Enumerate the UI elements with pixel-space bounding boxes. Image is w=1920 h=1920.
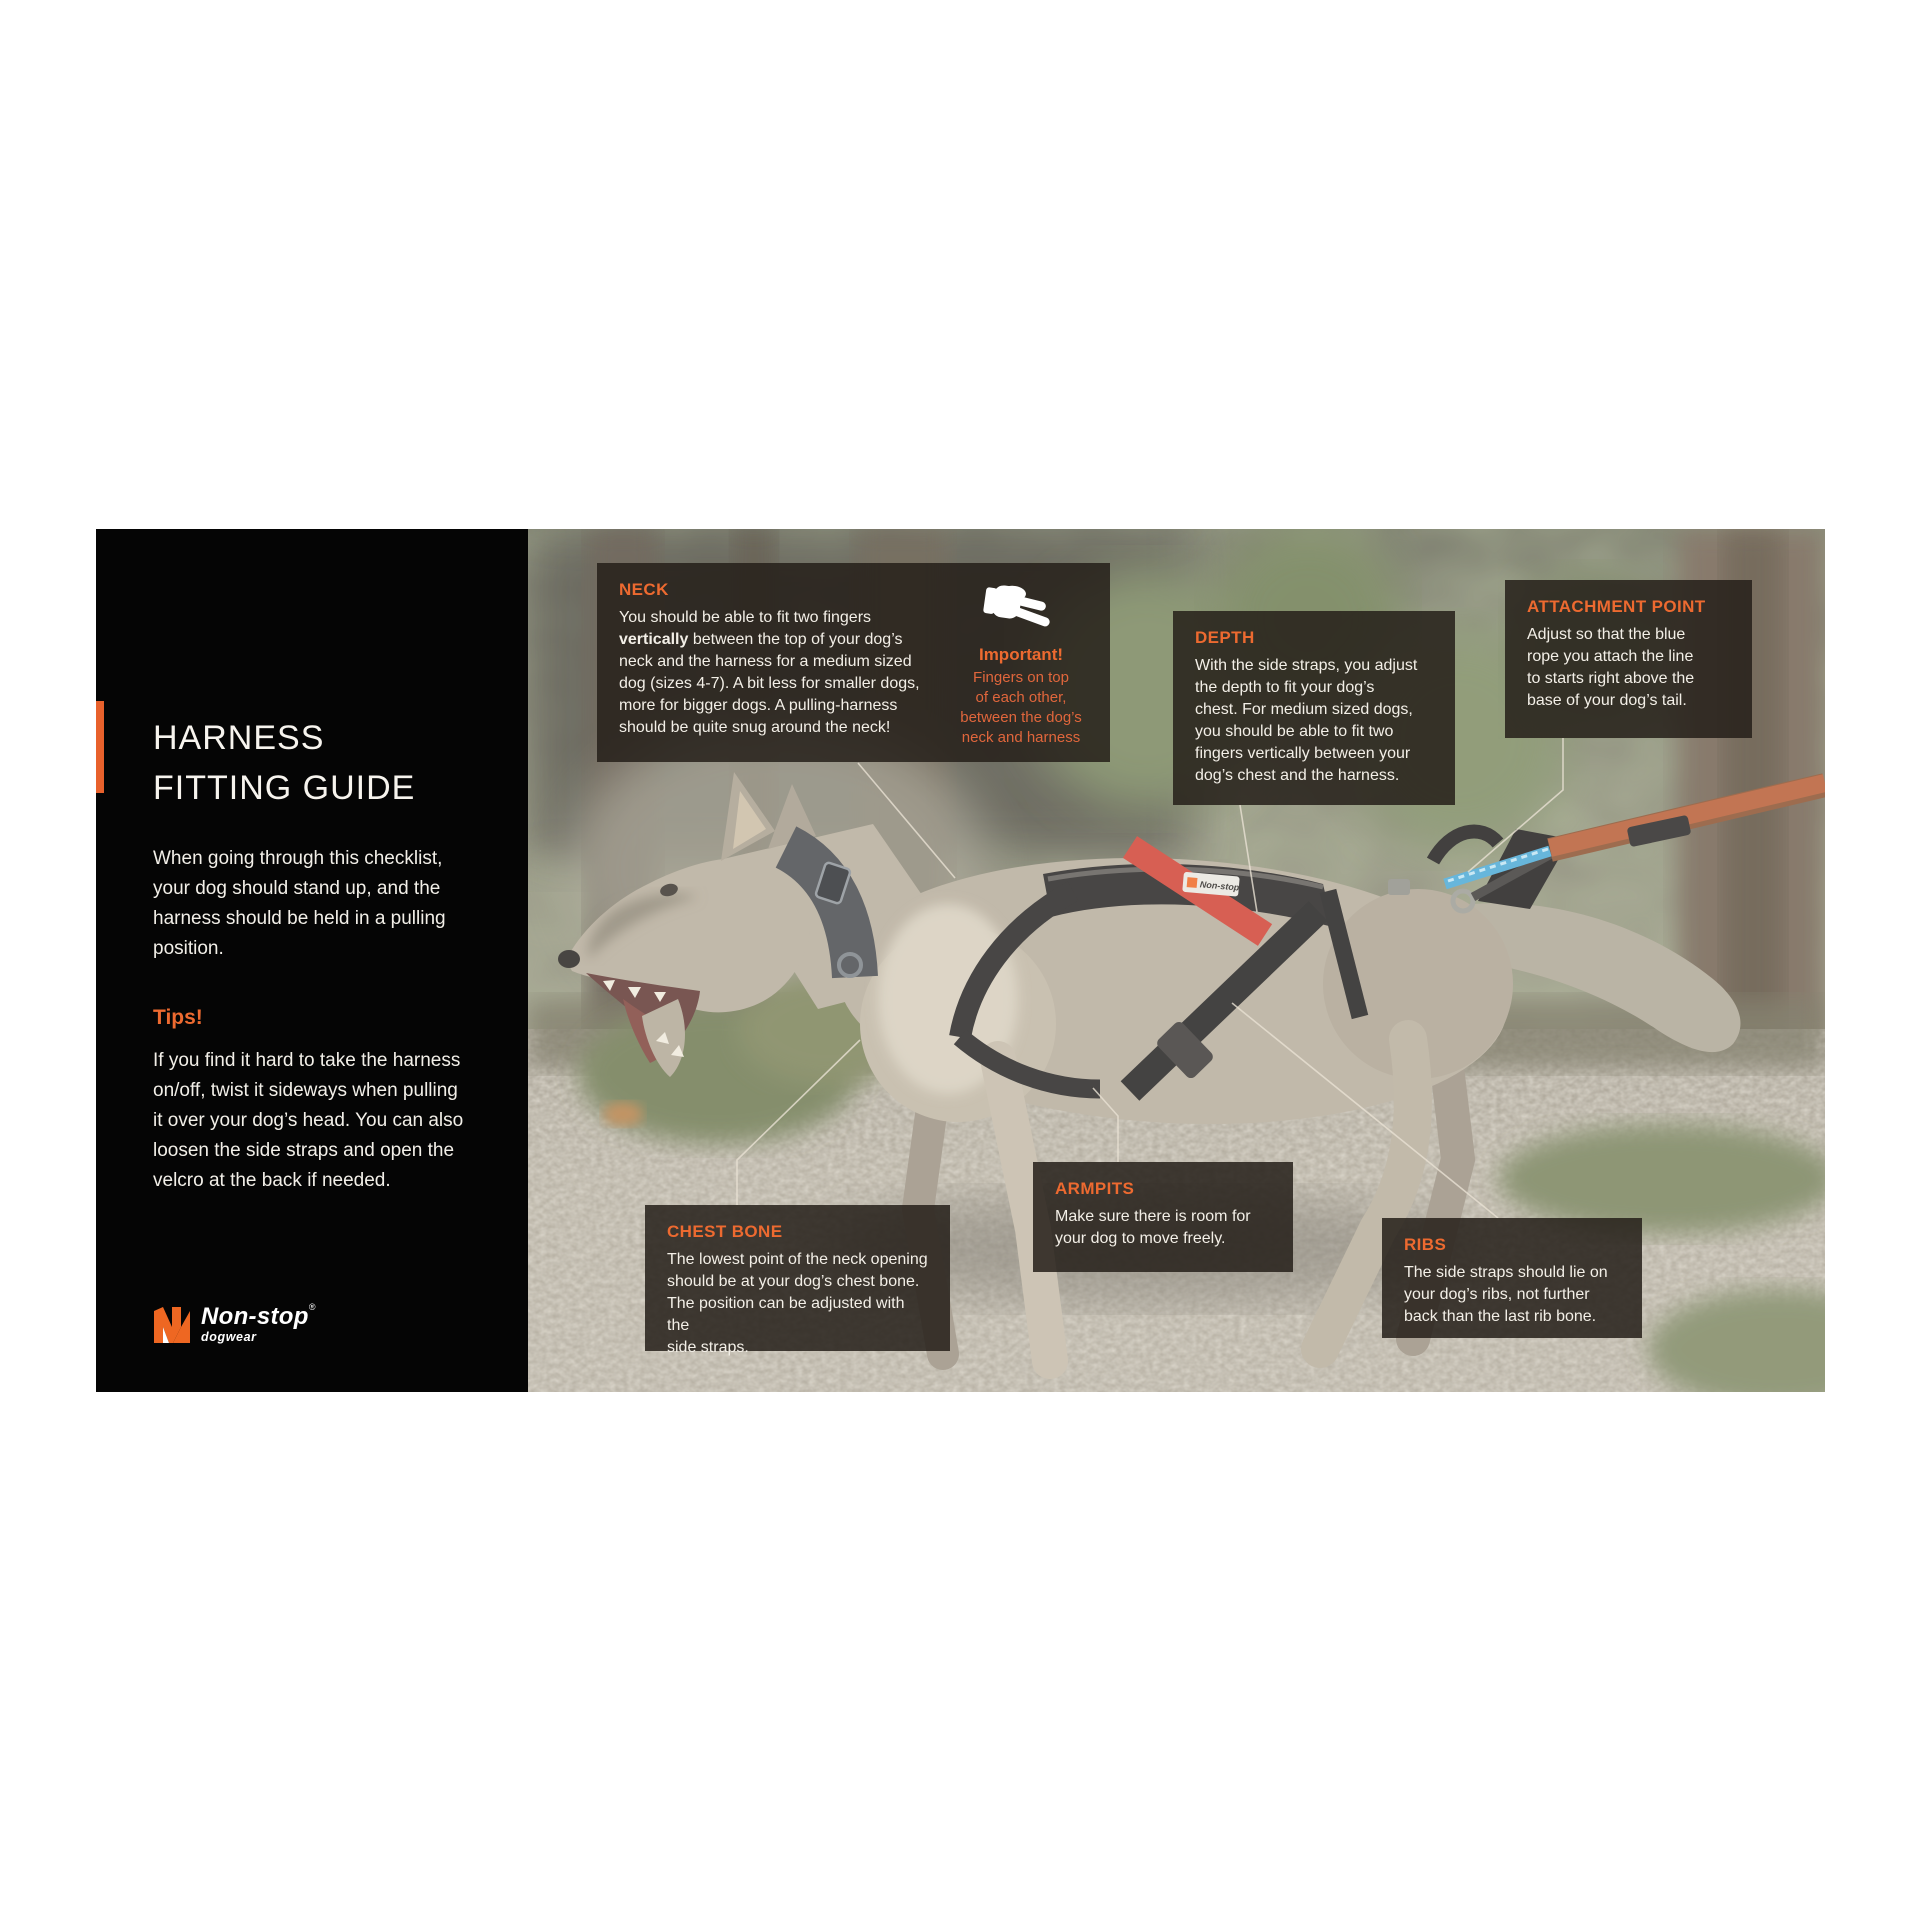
important-body: Fingers on top of each other, between the dog’s neck and harness: [960, 669, 1082, 746]
intro-text: When going through this checklist, your dog should stand up, and the harness should be held in a pulling position.: [153, 848, 446, 959]
neck-body-post: between the top of your dog’s neck and the harness for a medium sized dog (sizes 4-7). A bit less for smaller dogs, more for bigger dogs. A pulling-harness should be quite snug around the neck!: [619, 631, 920, 736]
callout-chest-bone-body: The lowest point of the neck opening should be at your dog’s chest bone. The position can be adjusted with the side straps.: [667, 1251, 928, 1356]
logo-brand-text: Non-stop: [201, 1303, 309, 1330]
callout-neck-heading: NECK: [619, 580, 669, 599]
accent-bar: [96, 701, 104, 793]
important-note: [954, 580, 1088, 746]
tips-text: If you find it hard to take the harness on/off, twist it sideways when pulling it over your dog’s head. You can also loosen the side straps and open the velcro at the back if needed.: [153, 1050, 464, 1191]
callout-depth-body: With the side straps, you adjust the depth to fit your dog’s chest. For medium sized dogs, you should be able to fit two fingers vertically between your dog’s chest and the harness.: [1195, 657, 1418, 784]
logo-trademark: ®: [308, 1302, 316, 1312]
brand-logo: [152, 1302, 316, 1345]
callout-ribs-heading: RIBS: [1404, 1235, 1447, 1254]
nonstop-logo-icon: [152, 1305, 192, 1345]
tips-heading: Tips!: [153, 1006, 203, 1030]
callout-armpits-heading: ARMPITS: [1055, 1179, 1135, 1198]
logo-wordmark: [201, 1302, 316, 1344]
callout-attachment-point-body: Adjust so that the blue rope you attach the line to starts right above the base of your dog’s tail.: [1527, 626, 1695, 709]
neck-body-bold: vertically: [619, 631, 689, 648]
callout-armpits: [1033, 1162, 1293, 1272]
sidebar-panel: [96, 529, 528, 1392]
callout-neck-body: [619, 607, 954, 739]
callout-attachment-point: [1505, 580, 1752, 738]
dog-photo-area: [528, 529, 1825, 1392]
callout-neck-text: [619, 580, 954, 746]
neck-body-pre: You should be able to fit two fingers: [619, 609, 872, 626]
two-fingers-hand-icon: [982, 582, 1060, 634]
callout-depth-heading: DEPTH: [1195, 628, 1255, 647]
callout-chest-bone: [645, 1205, 950, 1356]
callout-armpits-body: Make sure there is room for your dog to move freely.: [1055, 1208, 1251, 1247]
callout-chest-bone-heading: CHEST BONE: [667, 1222, 783, 1241]
callout-attachment-point-heading: ATTACHMENT POINT: [1527, 597, 1706, 616]
harness-fitting-guide-banner: [96, 529, 1825, 1392]
logo-sub-text: dogwear: [201, 1330, 257, 1344]
important-heading: Important!: [978, 645, 1064, 664]
svg-text:Non-stop: Non-stop: [1199, 879, 1240, 893]
callout-depth: [1173, 611, 1455, 805]
callout-ribs: [1382, 1218, 1642, 1338]
callout-ribs-body: The side straps should lie on your dog’s ribs, not further back than the last rib bone.: [1404, 1264, 1608, 1325]
callout-neck: [597, 563, 1110, 762]
page-title: HARNESS FITTING GUIDE: [153, 718, 416, 807]
